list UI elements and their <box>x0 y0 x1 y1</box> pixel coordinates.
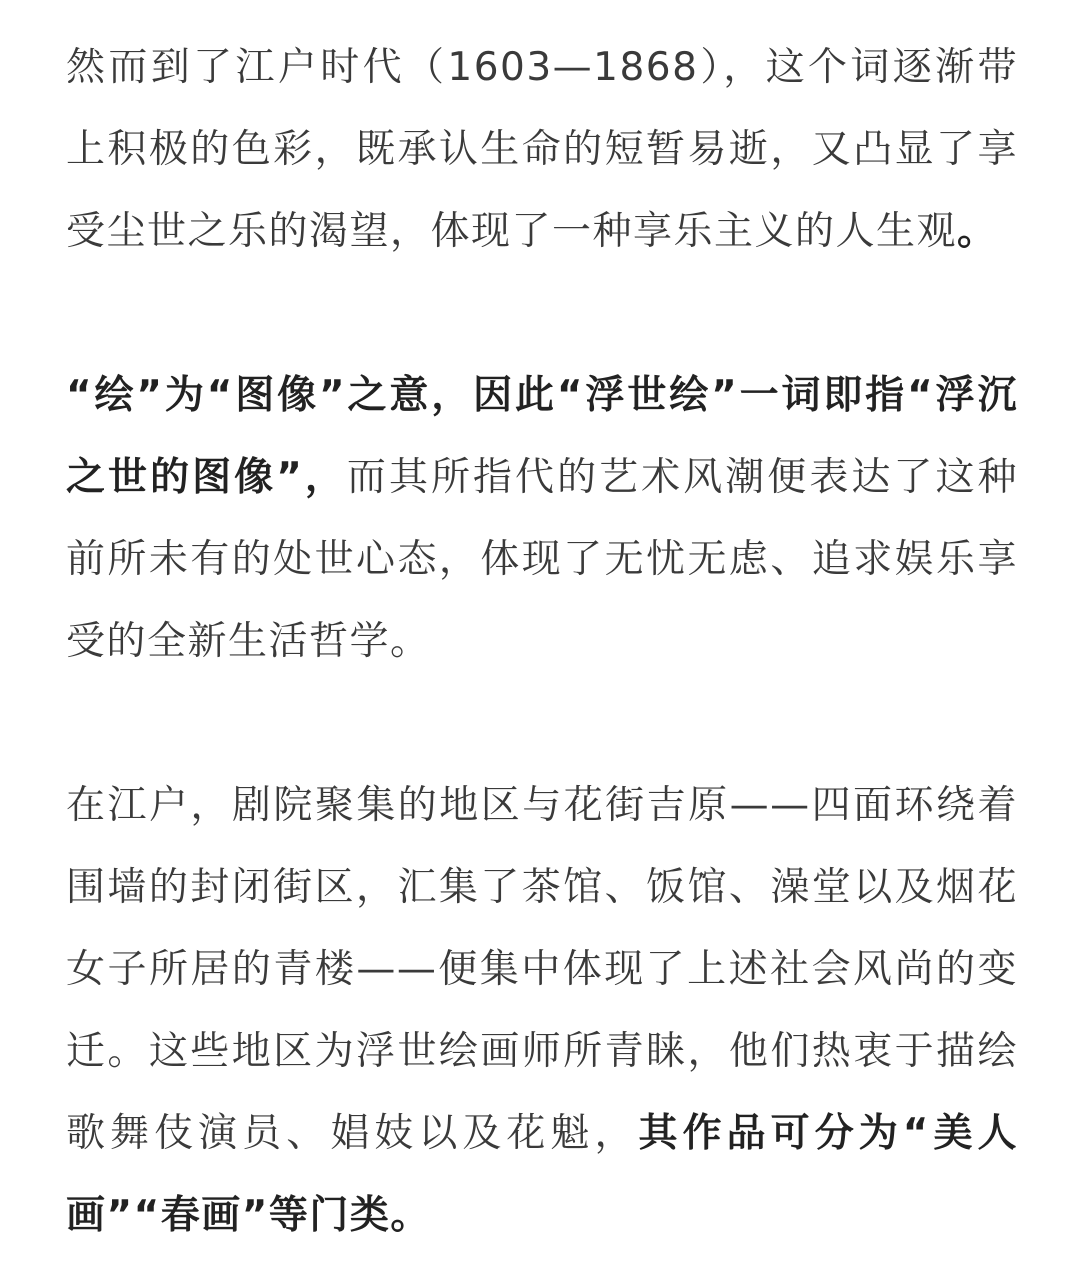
paragraph-text: 在江户，剧院聚集的地区与花街吉原——四面环绕着围墙的封闭街区，汇集了茶馆、饭馆、澡堂以及烟花女子所居的青楼——便集中体现了上述社会风尚的变迁。这些地区为浮世绘画师所青睐，他们热衷于描绘歌舞伎演员、娼妓以及花魁， <box>66 783 1018 1156</box>
article-body <box>66 27 1018 1257</box>
paragraph-bold-text: “绘”为“图像”之意，因此“浮世绘”一词即指“浮沉之世的图像”， <box>66 373 1018 500</box>
paragraph-text: 然而到了江户时代（1603—1868），这个词逐渐带上积极的色彩，既承认生命的短暂易逝，又凸显了享受尘世之乐的渴望，体现了一种享乐主义的人生观 <box>66 45 1018 254</box>
paragraph-text: 而其所指代的艺术风潮便表达了这种前所未有的处世心态，体现了无忧无虑、追求娱乐享受的全新生活哲学。 <box>66 455 1018 664</box>
paragraph-edo-districts <box>66 765 1018 1257</box>
paragraph-bold-text: 。 <box>957 209 998 254</box>
paragraph-edo-period <box>66 27 1018 273</box>
paragraph-ukiyoe-meaning <box>66 355 1018 683</box>
paragraph-bold-text: 其作品可分为“美人画”“春画”等门类。 <box>66 1111 1018 1238</box>
